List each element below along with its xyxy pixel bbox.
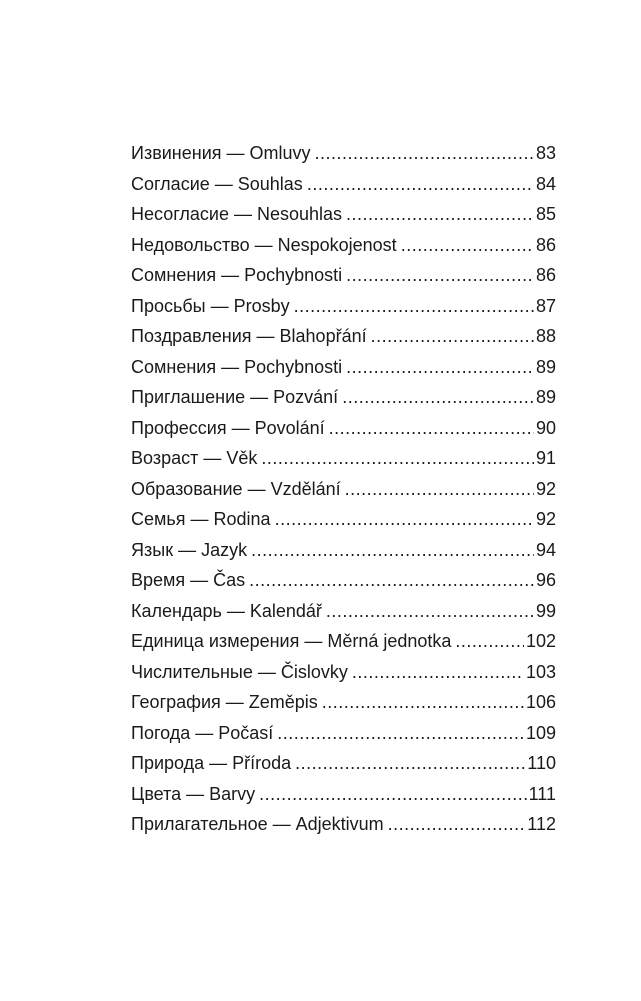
toc-entry-title: Поздравления — Blahopřání — [131, 326, 367, 346]
toc-leader-dots — [346, 357, 534, 378]
toc-entry-title: Время — Čas — [131, 570, 246, 590]
toc-entry-page: 109 — [525, 722, 556, 743]
toc-leader-dots — [259, 784, 526, 805]
toc-entry — [131, 357, 556, 388]
toc-leader-dots — [388, 814, 526, 835]
toc-entry-title: Профессия — Povolání — [131, 417, 325, 438]
toc-leader-dots — [294, 296, 534, 317]
toc-entry-title: Сомнения — Pochybnosti — [131, 356, 343, 377]
toc-entry — [131, 174, 556, 205]
toc-entry — [131, 387, 556, 418]
toc-entry-page: 90 — [535, 417, 556, 438]
toc-leader-dots — [307, 174, 534, 195]
toc-entry-page: 92 — [535, 478, 556, 499]
toc-leader-dots — [455, 631, 524, 652]
toc-entry-title: Цвета — Barvy — [131, 783, 256, 804]
toc-entry-page: 91 — [535, 448, 556, 468]
toc-leader-dots — [326, 601, 534, 622]
toc-leader-dots — [295, 753, 525, 774]
toc-leader-dots — [345, 479, 534, 500]
toc-entry — [131, 235, 556, 266]
toc-entry-page: 112 — [527, 814, 556, 834]
toc-entry — [131, 814, 556, 845]
toc-entry — [131, 631, 556, 662]
toc-leader-dots — [342, 387, 534, 408]
toc-leader-dots — [329, 418, 534, 439]
toc-entry — [131, 540, 556, 571]
toc-entry-title: Извинения — Omluvy — [131, 143, 311, 163]
toc-leader-dots — [352, 662, 524, 683]
toc-entry-page: 102 — [525, 631, 556, 651]
toc-entry-title: Сомнения — Pochybnosti — [131, 265, 343, 285]
toc-entry-page: 86 — [535, 234, 556, 255]
toc-leader-dots — [401, 235, 534, 256]
toc-entry-title: Семья — Rodina — [131, 509, 271, 529]
toc-entry-title: Просьбы — Prosby — [131, 295, 290, 316]
toc-entry-title: Возраст — Věk — [131, 448, 258, 468]
toc-entry-page: 96 — [535, 570, 556, 590]
toc-entry — [131, 723, 556, 754]
toc-entry-title: География — Zeměpis — [131, 692, 318, 712]
toc-leader-dots — [277, 723, 524, 744]
toc-entry — [131, 265, 556, 296]
toc-leader-dots — [322, 692, 524, 713]
toc-entry — [131, 601, 556, 632]
toc-entry-title: Природа — Příroda — [131, 753, 292, 773]
toc-entry-title: Несогласие — Nesouhlas — [131, 204, 343, 224]
toc-entry-title: Единица измерения — Měrná jednotka — [131, 631, 452, 651]
toc-entry — [131, 692, 556, 723]
toc-entry-page: 85 — [535, 204, 556, 224]
toc-leader-dots — [261, 448, 534, 469]
toc-entry — [131, 143, 556, 174]
toc-entry — [131, 448, 556, 479]
toc-entry-page: 89 — [535, 387, 556, 407]
toc-entry-page: 111 — [528, 783, 556, 804]
toc-entry — [131, 570, 556, 601]
toc-entry-title: Прилагательное — Adjektivum — [131, 814, 384, 834]
toc-entry-page: 92 — [535, 509, 556, 529]
toc-entry — [131, 784, 556, 815]
toc-entry-title: Числительные — Čislovky — [131, 661, 348, 682]
toc-entry-page: 89 — [535, 356, 556, 377]
toc-entry-page: 88 — [535, 326, 556, 346]
toc-entry — [131, 753, 556, 784]
toc-leader-dots — [251, 540, 534, 561]
toc-entry-page: 87 — [535, 295, 556, 316]
toc-leader-dots — [315, 143, 534, 164]
toc-entry-page: 99 — [535, 600, 556, 621]
toc-entry — [131, 204, 556, 235]
toc-leader-dots — [346, 204, 534, 225]
toc-entry-page: 83 — [535, 143, 556, 163]
toc-entry — [131, 662, 556, 693]
toc-entry — [131, 326, 556, 357]
toc-entry-title: Согласие — Souhlas — [131, 173, 303, 194]
toc-entry — [131, 296, 556, 327]
toc-entry-page: 84 — [535, 173, 556, 194]
toc-entry — [131, 509, 556, 540]
toc-entry-title: Календарь — Kalendář — [131, 600, 322, 621]
toc-leader-dots — [275, 509, 534, 530]
toc-leader-dots — [249, 570, 534, 591]
toc-entry-page: 110 — [527, 753, 556, 773]
toc-entry-page: 106 — [525, 692, 556, 712]
toc-entry — [131, 418, 556, 449]
toc-entry-title: Погода — Počasí — [131, 722, 274, 743]
toc-leader-dots — [371, 326, 534, 347]
toc-entry-title: Приглашение — Pozvání — [131, 387, 339, 407]
toc-leader-dots — [346, 265, 534, 286]
toc-entry-title: Недовольство — Nespokojenost — [131, 234, 397, 255]
toc-entry-page: 86 — [535, 265, 556, 285]
toc-entry — [131, 479, 556, 510]
toc-entry-title: Язык — Jazyk — [131, 539, 248, 560]
toc-entry-title: Образование — Vzdělání — [131, 478, 341, 499]
table-of-contents — [131, 143, 556, 845]
toc-entry-page: 94 — [535, 539, 556, 560]
toc-entry-page: 103 — [525, 661, 556, 682]
